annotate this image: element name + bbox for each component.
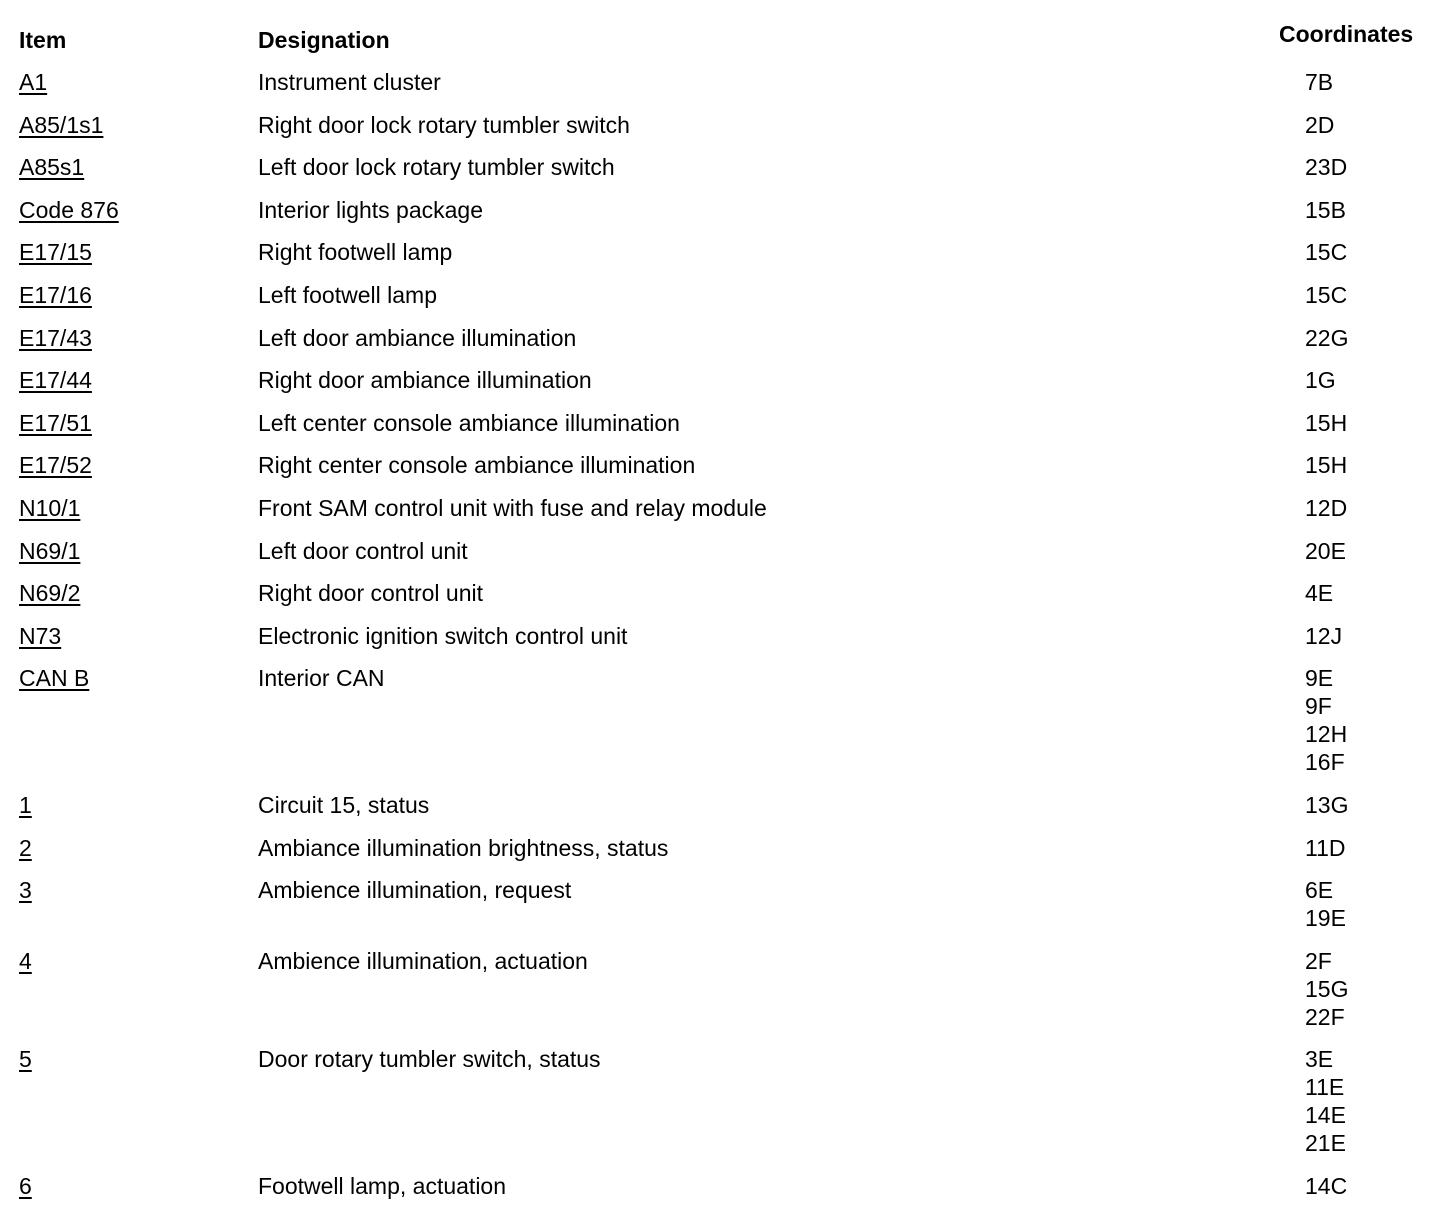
- coordinate-value: 12D: [1305, 495, 1348, 521]
- coordinates-cell: [1305, 1172, 1347, 1200]
- item-link[interactable]: E17/15: [19, 239, 92, 266]
- item-link[interactable]: 4: [19, 947, 32, 974]
- item-link[interactable]: E17/44: [19, 367, 92, 394]
- coordinate-value: 1G: [1305, 367, 1336, 394]
- designation-text: Door rotary tumbler switch, status: [258, 1046, 601, 1073]
- coordinate-value: 2D: [1305, 111, 1335, 138]
- item-link[interactable]: N10/1: [19, 495, 81, 521]
- coordinate-value: 15H: [1305, 452, 1348, 479]
- item-link[interactable]: Code 876: [19, 196, 119, 223]
- item-link[interactable]: A85s1: [19, 154, 85, 181]
- coordinate-value: 6E: [1305, 877, 1334, 904]
- item-link[interactable]: N73: [19, 622, 62, 649]
- coordinate-value: 22G: [1305, 324, 1349, 351]
- designation-text: Footwell lamp, actuation: [258, 1173, 507, 1199]
- coordinate-value: 9E: [1305, 665, 1334, 692]
- coordinates-cell: [1305, 324, 1348, 352]
- item-link[interactable]: 5: [19, 1046, 32, 1073]
- designation-text: Ambience illumination, actuation: [258, 947, 588, 974]
- coordinates-cell: [1305, 451, 1347, 479]
- coordinates-cell: [1305, 876, 1346, 932]
- designation-text: Ambiance illumination brightness, status: [258, 834, 669, 861]
- coordinate-value: 19E: [1305, 905, 1346, 932]
- item-link[interactable]: 3: [19, 877, 32, 904]
- item-link[interactable]: E17/52: [19, 452, 92, 479]
- coordinates-cell: [1305, 537, 1346, 565]
- coordinate-value: 11D: [1305, 834, 1346, 861]
- designation-text: Electronic ignition switch control unit: [258, 622, 628, 649]
- coordinates-cell: [1305, 579, 1333, 607]
- coordinate-value: 15C: [1305, 282, 1348, 308]
- coordinates-cell: [1305, 494, 1347, 522]
- coordinate-value: 11E: [1305, 1074, 1345, 1101]
- header-coordinates: Coordinates: [1279, 21, 1414, 47]
- item-link[interactable]: CAN B: [19, 665, 90, 692]
- coordinate-value: 14C: [1305, 1173, 1348, 1199]
- coordinate-value: 4E: [1305, 580, 1334, 607]
- designation-text: Instrument cluster: [258, 69, 441, 95]
- item-link[interactable]: A85/1s1: [19, 111, 104, 138]
- header-item: Item: [19, 27, 67, 53]
- item-link[interactable]: A1: [19, 69, 48, 95]
- coordinate-value: 22F: [1305, 1003, 1345, 1030]
- designation-text: Left footwell lamp: [258, 282, 437, 308]
- coordinate-value: 14E: [1305, 1102, 1346, 1129]
- coordinate-value: 21E: [1305, 1130, 1346, 1157]
- item-link[interactable]: N69/1: [19, 537, 81, 564]
- coordinates-cell: [1305, 281, 1347, 309]
- coordinate-value: 2F: [1305, 947, 1332, 974]
- designation-text: Left door ambiance illumination: [258, 324, 577, 351]
- coordinate-value: 9F: [1305, 693, 1332, 720]
- item-link[interactable]: 1: [19, 792, 32, 818]
- coordinates-cell: [1305, 111, 1334, 139]
- coordinates-cell: [1305, 153, 1347, 181]
- coordinate-value: 15H: [1305, 409, 1348, 436]
- designation-text: Left door control unit: [258, 537, 468, 564]
- coordinate-value: 16F: [1305, 749, 1345, 776]
- item-link[interactable]: E17/51: [19, 409, 92, 436]
- coordinates-cell: [1305, 1045, 1346, 1157]
- item-link[interactable]: 6: [19, 1173, 32, 1199]
- coordinates-cell: [1305, 238, 1347, 266]
- designation-text: Circuit 15, status: [258, 792, 430, 818]
- designation-text: Right door lock rotary tumbler switch: [258, 111, 630, 138]
- designation-text: Right center console ambiance illumination: [258, 452, 696, 479]
- coordinate-value: 13G: [1305, 792, 1349, 818]
- item-link[interactable]: 2: [19, 834, 32, 861]
- coordinate-value: 15G: [1305, 975, 1349, 1002]
- coordinates-cell: [1305, 947, 1348, 1031]
- coordinates-cell: [1305, 791, 1348, 819]
- coordinates-cell: [1305, 664, 1347, 776]
- designation-text: Interior CAN: [258, 665, 385, 692]
- designation-text: Ambience illumination, request: [258, 877, 572, 904]
- coordinates-cell: [1305, 196, 1346, 224]
- item-link[interactable]: E17/43: [19, 324, 92, 351]
- designation-text: Left door lock rotary tumbler switch: [258, 154, 615, 181]
- coordinates-cell: [1305, 68, 1333, 96]
- designation-text: Right door control unit: [258, 580, 484, 607]
- coordinates-cell: [1305, 366, 1336, 394]
- coordinate-value: 12J: [1305, 622, 1343, 649]
- item-link[interactable]: E17/16: [19, 282, 92, 308]
- coordinate-value: 20E: [1305, 537, 1346, 564]
- designation-text: Right footwell lamp: [258, 239, 453, 266]
- coordinate-value: 7B: [1305, 69, 1334, 95]
- coordinate-value: 15C: [1305, 239, 1348, 266]
- coordinate-value: 15B: [1305, 196, 1346, 223]
- coordinate-value: 12H: [1305, 721, 1348, 748]
- designation-text: Front SAM control unit with fuse and relay module: [258, 495, 767, 521]
- coordinates-cell: [1305, 834, 1346, 862]
- coordinates-cell: [1305, 622, 1342, 650]
- header-designation: Designation: [258, 27, 390, 53]
- coordinate-value: 23D: [1305, 154, 1348, 181]
- coordinate-value: 3E: [1305, 1046, 1334, 1073]
- item-link[interactable]: N69/2: [19, 580, 81, 607]
- designation-text: Left center console ambiance illumination: [258, 409, 680, 436]
- designation-text: Right door ambiance illumination: [258, 367, 592, 394]
- designation-text: Interior lights package: [258, 196, 484, 223]
- coordinates-cell: [1305, 409, 1347, 437]
